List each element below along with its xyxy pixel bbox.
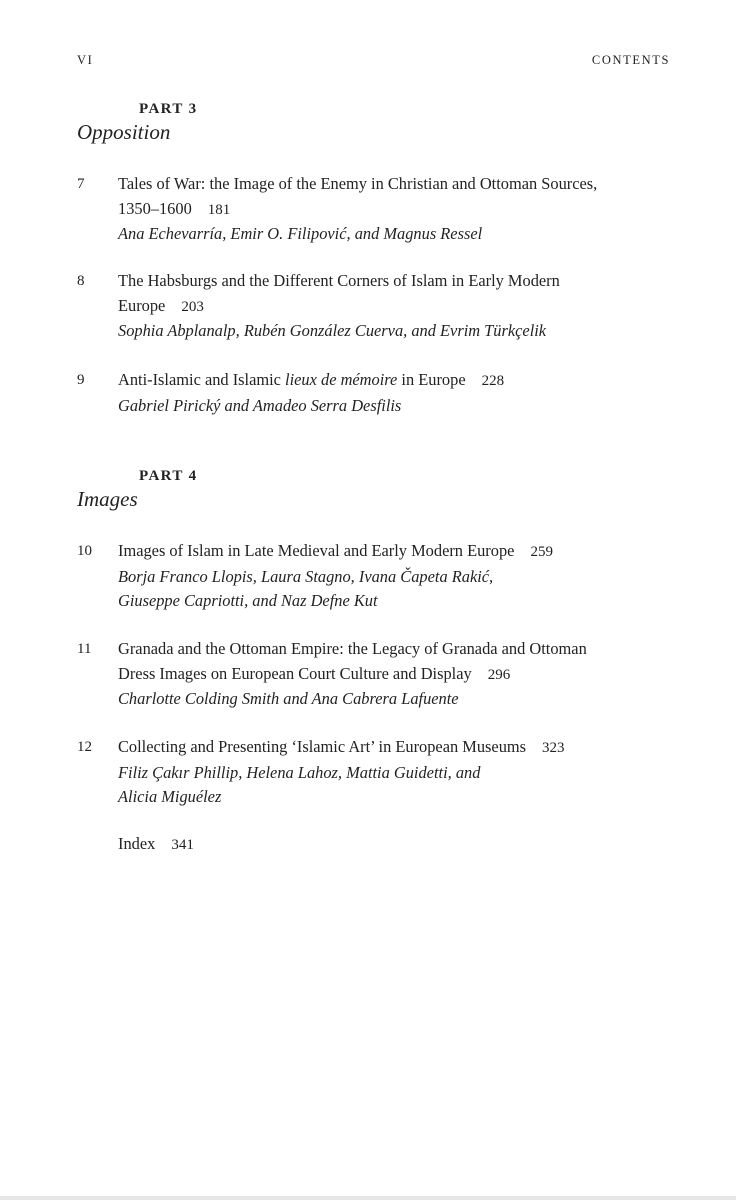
chapter-title-line: Collecting and Presenting ‘Islamic Art’ in European Museums bbox=[118, 737, 527, 756]
page-number: 203 bbox=[181, 298, 204, 315]
chapter-authors: Gabriel Pirický and Amadeo Serra Desfilis bbox=[118, 395, 402, 415]
page-number: 228 bbox=[481, 373, 505, 389]
chapter-number: 9 bbox=[77, 372, 85, 388]
chapter-title-prefix: Anti-Islamic and Islamic bbox=[118, 370, 286, 389]
chapter-title-suffix: in Europe bbox=[397, 370, 466, 389]
page-number: 296 bbox=[487, 666, 511, 683]
part-title: Images bbox=[77, 487, 138, 511]
page-number: 259 bbox=[530, 544, 553, 560]
index-entry[interactable] bbox=[77, 832, 677, 858]
toc-entry[interactable] bbox=[77, 637, 677, 712]
toc-entry[interactable] bbox=[77, 368, 677, 418]
chapter-authors: Filiz Çakır Phillip, Helena Lahoz, Mattia Guidetti, and bbox=[118, 762, 481, 782]
toc-entry[interactable] bbox=[77, 735, 677, 810]
chapter-number: 10 bbox=[77, 543, 92, 559]
chapter-title-line: Images of Islam in Late Medieval and Early Modern Europe bbox=[118, 541, 515, 560]
chapter-title-line: The Habsburgs and the Different Corners of Islam in Early Modern bbox=[118, 271, 560, 290]
chapter-title-line: Dress Images on European Court Culture and Display bbox=[118, 663, 472, 683]
chapter-number: 12 bbox=[77, 739, 92, 755]
page-folio: VI bbox=[77, 53, 94, 67]
chapter-authors: Sophia Abplanalp, Rubén González Cuerva, and Evrim Türkçelik bbox=[118, 321, 547, 340]
chapter-authors: Charlotte Colding Smith and Ana Cabrera Lafuente bbox=[118, 689, 459, 708]
page-edge bbox=[0, 1196, 736, 1200]
page-number: 181 bbox=[207, 201, 231, 218]
toc-entry[interactable] bbox=[77, 539, 677, 614]
page-number: 323 bbox=[542, 740, 565, 756]
chapter-title-line: Tales of War: the Image of the Enemy in Christian and Ottoman Sources, bbox=[118, 174, 598, 193]
chapter-authors: Ana Echevarría, Emir O. Filipović, and Magnus Ressel bbox=[118, 224, 483, 243]
part-label: PART 3 bbox=[139, 101, 198, 117]
chapter-number: 8 bbox=[77, 273, 85, 289]
chapter-title-line: Europe bbox=[118, 295, 166, 315]
part-label: PART 4 bbox=[139, 468, 198, 484]
chapter-title-line: Granada and the Ottoman Empire: the Legacy of Granada and Ottoman bbox=[118, 639, 587, 658]
toc-entry[interactable] bbox=[77, 269, 677, 344]
toc-entry[interactable] bbox=[77, 172, 677, 247]
chapter-title-line: 1350–1600 bbox=[118, 198, 192, 218]
chapter-authors: Borja Franco Llopis, Laura Stagno, Ivana Čapeta Rakić, bbox=[118, 566, 494, 586]
page-number: 341 bbox=[171, 837, 194, 853]
running-head-section: CONTENTS bbox=[591, 53, 670, 67]
chapter-number: 7 bbox=[77, 176, 85, 192]
chapter-title-italic: lieux de mémoire bbox=[285, 370, 398, 389]
part-title: Opposition bbox=[77, 120, 171, 144]
running-head bbox=[77, 53, 670, 73]
chapter-number: 11 bbox=[77, 641, 92, 657]
chapter-authors: Alicia Miguélez bbox=[118, 787, 222, 806]
index-label: Index bbox=[118, 834, 156, 853]
chapter-authors: Giuseppe Capriotti, and Naz Defne Kut bbox=[118, 591, 378, 610]
